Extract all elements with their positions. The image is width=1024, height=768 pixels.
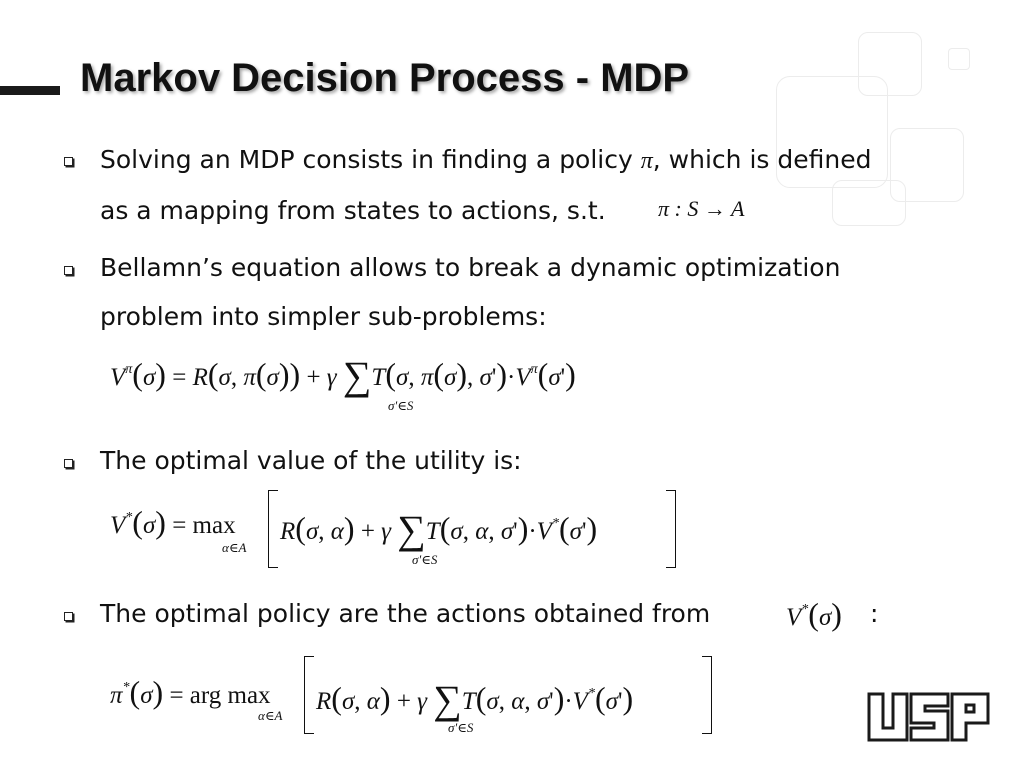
bullet-1-text-b: , which is defined (652, 145, 872, 174)
optimal-value-equation: V*(σ) = max (110, 504, 236, 540)
bullet-marker-2 (64, 266, 73, 275)
right-bracket-1 (666, 490, 676, 568)
bullet-4-line-1 (100, 599, 710, 628)
title-accent-bar (0, 86, 60, 95)
bullet-marker-4 (64, 612, 73, 621)
vstar-inline: V*(σ) (786, 596, 842, 632)
bullet-2-line-1: Bellamn’s equation allows to break a dynamic optimization (100, 253, 841, 282)
page-title: Markov Decision Process - MDP (80, 56, 690, 100)
bullet-3-line-1: The optimal value of the utility is: (100, 446, 522, 475)
optimal-policy-equation: π*(σ) = arg max (110, 674, 271, 710)
bellman-equation: $V^\pi(\sigma) = R(\sigma$, π(σ)) + γ ∑T(σ, π(σ), $\sigma')\cdot V^\pi(\sigma')$ (110, 353, 576, 398)
sum-symbol-2: ∑ (397, 507, 426, 552)
sum-symbol-1: ∑ (342, 353, 372, 398)
right-bracket-2 (702, 656, 712, 734)
policy-sum-subscript: σ'∈S (448, 720, 474, 735)
bullet-marker-3 (64, 459, 73, 468)
bullet-2-line-2: problem into simpler sub-problems: (100, 302, 547, 331)
decor-square-5 (832, 180, 906, 226)
optimal-policy-inner: R(σ, α) + γ ∑T(σ, α, σ')·V*(σ') (316, 677, 634, 722)
sum-symbol-3: ∑ (433, 677, 462, 722)
usp-logo-graphic (866, 690, 992, 746)
max-subscript-1: α∈A (222, 540, 247, 555)
left-bracket-1 (268, 490, 278, 568)
argmax-operator: arg max (189, 682, 271, 709)
bullet-1-line-1 (100, 145, 871, 175)
bullet-1-line-2: as a mapping from states to actions, s.t. (100, 196, 606, 225)
pi-symbol: π (640, 148, 653, 174)
decor-square-2 (948, 48, 970, 70)
usp-logo (866, 690, 992, 751)
bullet-marker-1 (64, 157, 73, 166)
bullet-4-text-a: The optimal policy are the actions obtained from (100, 599, 711, 628)
bullet-1-text-a: Solving an MDP consists in finding a policy (100, 145, 641, 174)
optimal-value-inner: R(σ, α) + γ ∑T(σ, α, σ')·V*(σ') (280, 507, 598, 552)
max-operator-1: max (192, 512, 236, 539)
bellman-sum-subscript: σ'∈S (388, 398, 414, 413)
optimal-sum-subscript: σ'∈S (412, 552, 438, 567)
policy-mapping-formula: π : S → A (658, 196, 745, 221)
left-bracket-2 (304, 656, 314, 734)
bullet-4-colon: : (870, 599, 879, 628)
max-subscript-2: α∈A (258, 708, 283, 723)
